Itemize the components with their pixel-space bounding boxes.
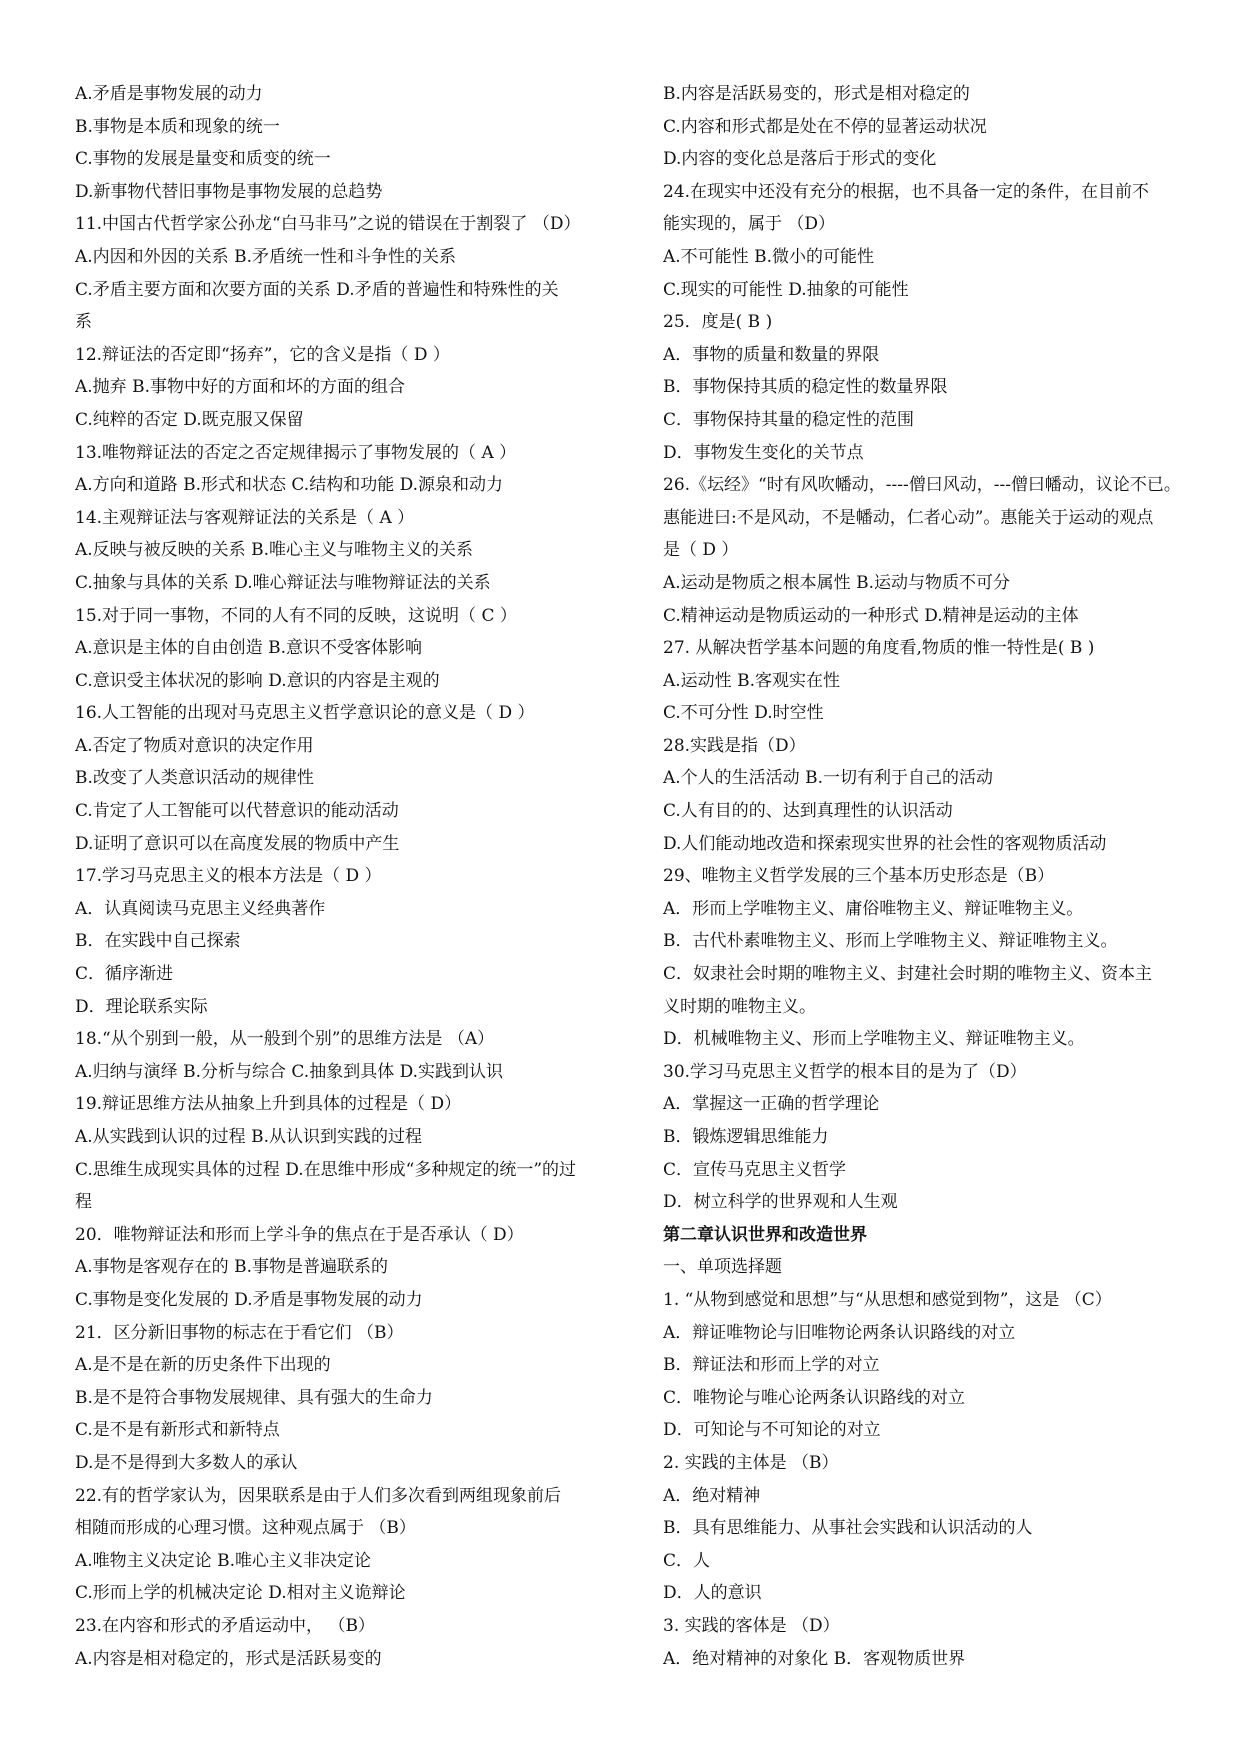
left-column-text-line: A.内因和外因的关系 B.矛盾统一性和斗争性的关系 bbox=[75, 246, 456, 267]
chapter-heading: 第二章认识世界和改造世界 bbox=[663, 1224, 867, 1245]
right-column-text-line: D．可知论与不可知论的对立 bbox=[663, 1420, 881, 1441]
left-column-text-line: 20．唯物辩证法和形而上学斗争的焦点在于是否承认（ D） bbox=[75, 1224, 524, 1245]
left-column-text-line: C.思维生成现实具体的过程 D.在思维中形成“多种规定的统一”的过 bbox=[75, 1159, 577, 1180]
right-column-text-line: B.内容是活跃易变的，形式是相对稳定的 bbox=[663, 84, 970, 104]
right-column-text-line: D．事物发生变化的关节点 bbox=[663, 442, 864, 463]
left-column-text-line: 13.唯物辩证法的否定之否定规律揭示了事物发展的（ A ） bbox=[75, 442, 517, 463]
left-column-text-line: A.否定了物质对意识的决定作用 bbox=[75, 735, 314, 756]
left-column-text-line: A.是不是在新的历史条件下出现的 bbox=[75, 1355, 331, 1376]
right-column-text-line: A.个人的生活活动 B.一切有利于自己的活动 bbox=[663, 768, 993, 789]
right-column-text-line: D．人的意识 bbox=[663, 1583, 762, 1604]
left-column-text-line: D．理论联系实际 bbox=[75, 996, 208, 1017]
left-column-text-line: A.事物是客观存在的 B.事物是普遍联系的 bbox=[75, 1257, 388, 1278]
left-column-text-line: 相随而形成的心理习惯。这种观点属于 （B） bbox=[75, 1518, 416, 1539]
right-column-text-line: 3. 实践的客体是 （D） bbox=[663, 1615, 840, 1636]
left-column-text-line: 11.中国古代哲学家公孙龙“白马非马”之说的错误在于割裂了 （D） bbox=[75, 214, 581, 235]
left-column-text-line: C.形而上学的机械决定论 D.相对主义诡辩论 bbox=[75, 1583, 406, 1604]
right-column-text-line: A．形而上学唯物主义、庸俗唯物主义、辩证唯物主义。 bbox=[663, 898, 1084, 919]
left-column-text-line: C.事物的发展是量变和质变的统一 bbox=[75, 149, 331, 170]
right-column-text-line: B．辩证法和形而上学的对立 bbox=[663, 1355, 880, 1376]
right-column-text-line: 一、单项选择题 bbox=[663, 1257, 782, 1278]
left-column-text-line: 17.学习马克思主义的根本方法是（ D ） bbox=[75, 866, 382, 887]
right-column-text-line: 30.学习马克思主义哲学的根本目的是为了（D） bbox=[663, 1061, 1027, 1082]
left-column-text-line: A.意识是主体的自由创造 B.意识不受客体影响 bbox=[75, 638, 422, 659]
right-column-text-line: 28.实践是指（D） bbox=[663, 735, 806, 756]
right-column-text-line: C．人 bbox=[663, 1550, 711, 1571]
left-column-text-line: 23.在内容和形式的矛盾运动中， （B） bbox=[75, 1615, 375, 1636]
left-column-text-line: D.是不是得到大多数人的承认 bbox=[75, 1452, 298, 1473]
left-column-text-line: A.唯物主义决定论 B.唯心主义非决定论 bbox=[75, 1550, 371, 1571]
right-column-text-line: B．事物保持其质的稳定性的数量界限 bbox=[663, 377, 948, 398]
right-column-text-line: A.运动性 B.客观实在性 bbox=[663, 670, 840, 691]
left-column-text-line: D.证明了意识可以在高度发展的物质中产生 bbox=[75, 833, 400, 854]
left-column-text-line: A．认真阅读马克思主义经典著作 bbox=[75, 898, 326, 919]
right-column-text-line: A.运动是物质之根本属性 B.运动与物质不可分 bbox=[663, 572, 1010, 593]
right-column-text-line: D．机械唯物主义、形而上学唯物主义、辩证唯物主义。 bbox=[663, 1029, 1085, 1050]
right-column-text-line: 1. “从物到感觉和思想”与“从思想和感觉到物”，这是 （C） bbox=[663, 1289, 1112, 1310]
right-column-text-line: D．树立科学的世界观和人生观 bbox=[663, 1192, 898, 1213]
left-column-text-line: C.肯定了人工智能可以代替意识的能动活动 bbox=[75, 801, 399, 822]
left-column-text-line: B.是不是符合事物发展规律、具有强大的生命力 bbox=[75, 1387, 433, 1408]
left-column-text-line: A.内容是相对稳定的，形式是活跃易变的 bbox=[75, 1648, 382, 1669]
left-column-text-line: A.抛弃 B.事物中好的方面和坏的方面的组合 bbox=[75, 377, 405, 398]
right-column-text-line: 能实现的，属于 （D） bbox=[663, 214, 836, 235]
left-column-text-line: B．在实践中自己探索 bbox=[75, 931, 241, 952]
right-column-text-line: C.精神运动是物质运动的一种形式 D.精神是运动的主体 bbox=[663, 605, 1079, 626]
right-column-text-line: C．宣传马克思主义哲学 bbox=[663, 1159, 847, 1180]
left-column-text-line: C.事物是变化发展的 D.矛盾是事物发展的动力 bbox=[75, 1289, 423, 1310]
left-column-text-line: A.矛盾是事物发展的动力 bbox=[75, 84, 263, 104]
left-column-text-line: B.事物是本质和现象的统一 bbox=[75, 116, 280, 137]
left-column-text-line: 19.辩证思维方法从抽象上升到具体的过程是（ D） bbox=[75, 1094, 462, 1115]
left-column-text-line: A.从实践到认识的过程 B.从认识到实践的过程 bbox=[75, 1127, 422, 1147]
right-column-text-line: C．奴隶社会时期的唯物主义、封建社会时期的唯物主义、资本主 bbox=[663, 964, 1153, 985]
left-column-text-line: 21．区分新旧事物的标志在于看它们 （B） bbox=[75, 1322, 404, 1343]
right-column-text-line: A．绝对精神的对象化 B．客观物质世界 bbox=[663, 1648, 966, 1669]
left-column-text-line: 16.人工智能的出现对马克思主义哲学意识论的意义是（ D ） bbox=[75, 703, 535, 724]
left-column-text-line: C.纯粹的否定 D.既克服又保留 bbox=[75, 409, 304, 430]
left-column-text-line: C.抽象与具体的关系 D.唯心辩证法与唯物辩证法的关系 bbox=[75, 572, 491, 593]
right-column-text-line: C.不可分性 D.时空性 bbox=[663, 703, 824, 724]
left-column-text-line: 系 bbox=[75, 312, 92, 333]
left-column-text-line: C.矛盾主要方面和次要方面的关系 D.矛盾的普遍性和特殊性的关 bbox=[75, 279, 559, 300]
right-column-text-line: C.人有目的的、达到真理性的认识活动 bbox=[663, 801, 953, 822]
right-column-text-line: 25．度是( B ) bbox=[663, 312, 773, 333]
left-column-text-line: 14.主观辩证法与客观辩证法的关系是（ A ） bbox=[75, 507, 415, 528]
right-column-text-line: C.现实的可能性 D.抽象的可能性 bbox=[663, 279, 909, 300]
right-column-text-line: 2. 实践的主体是 （B） bbox=[663, 1452, 839, 1473]
right-column-text-line: 义时期的唯物主义。 bbox=[663, 996, 816, 1017]
left-column-text-line: 12.辩证法的否定即“扬弃”，它的含义是指（ D ） bbox=[75, 344, 450, 365]
left-column-text-line: 22.有的哲学家认为，因果联系是由于人们多次看到两组现象前后 bbox=[75, 1485, 562, 1506]
right-column-text-line: 24.在现实中还没有充分的根据，也不具备一定的条件，在目前不 bbox=[663, 181, 1150, 202]
right-column-text-line: A．辩证唯物论与旧唯物论两条认识路线的对立 bbox=[663, 1322, 1016, 1343]
right-column-text-line: 是（ D ） bbox=[663, 540, 739, 561]
right-column bbox=[663, 78, 1183, 1675]
left-column-text-line: D.新事物代替旧事物是事物发展的总趋势 bbox=[75, 181, 383, 202]
left-column-text-line: 程 bbox=[75, 1192, 92, 1213]
right-column-text-line: C．唯物论与唯心论两条认识路线的对立 bbox=[663, 1387, 966, 1408]
left-column-text-line: B.改变了人类意识活动的规律性 bbox=[75, 768, 314, 789]
right-column-text-line: 27. 从解决哲学基本问题的角度看,物质的惟一特性是( B ) bbox=[663, 638, 1095, 659]
right-column-text-line: 26.《坛经》“时有风吹幡动，----僧曰风动，---僧曰幡动，议论不已。 bbox=[663, 475, 1181, 496]
right-column-text-line: 29、唯物主义哲学发展的三个基本历史形态是（B） bbox=[663, 866, 1055, 887]
right-column-text-line: A．事物的质量和数量的界限 bbox=[663, 344, 880, 365]
left-column-text-line: A.归纳与演绎 B.分析与综合 C.抽象到具体 D.实践到认识 bbox=[75, 1061, 504, 1082]
left-column-text-line: 18.“从个别到一般，从一般到个别”的思维方法是 （A） bbox=[75, 1029, 495, 1050]
right-column-text-line: D.内容的变化总是落后于形式的变化 bbox=[663, 149, 937, 170]
right-column-text-line: C.内容和形式都是处在不停的显著运动状况 bbox=[663, 116, 987, 137]
right-column-text-line: C．事物保持其量的稳定性的范围 bbox=[663, 409, 915, 430]
left-column-text-line: C.是不是有新形式和新特点 bbox=[75, 1420, 280, 1441]
left-column-text-line: C．循序渐进 bbox=[75, 964, 174, 985]
right-column-text-line: A.不可能性 B.微小的可能性 bbox=[663, 246, 874, 267]
left-column-text-line: A.反映与被反映的关系 B.唯心主义与唯物主义的关系 bbox=[75, 540, 473, 561]
left-column bbox=[75, 78, 595, 1675]
right-column-text-line: D.人们能动地改造和探索现实世界的社会性的客观物质活动 bbox=[663, 833, 1107, 854]
right-column-text-line: B．古代朴素唯物主义、形而上学唯物主义、辩证唯物主义。 bbox=[663, 931, 1118, 952]
right-column-text-line: 惠能进曰:不是风动，不是幡动，仁者心动”。惠能关于运动的观点 bbox=[663, 507, 1154, 528]
left-column-text-line: C.意识受主体状况的影响 D.意识的内容是主观的 bbox=[75, 670, 440, 691]
left-column-text-line: 15.对于同一事物，不同的人有不同的反映，这说明（ C ） bbox=[75, 605, 517, 626]
right-column-text-line: B．具有思维能力、从事社会实践和认识活动的人 bbox=[663, 1518, 1033, 1539]
right-column-text-line: A．掌握这一正确的哲学理论 bbox=[663, 1094, 880, 1115]
right-column-text-line: A．绝对精神 bbox=[663, 1485, 761, 1506]
right-column-text-line: B．锻炼逻辑思维能力 bbox=[663, 1127, 829, 1147]
left-column-text-line: A.方向和道路 B.形式和状态 C.结构和功能 D.源泉和动力 bbox=[75, 475, 504, 496]
